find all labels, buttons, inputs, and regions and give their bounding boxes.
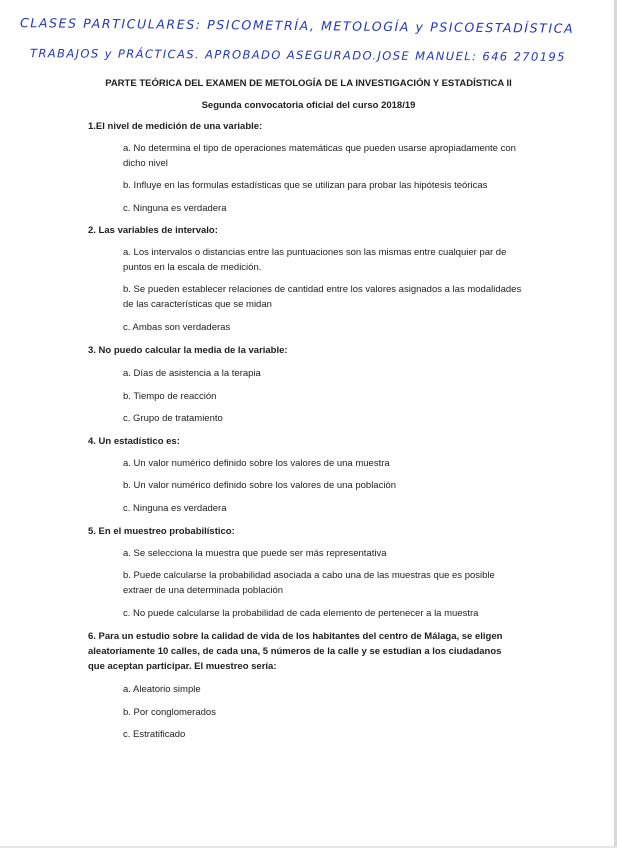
question-2-option-a: a. Los intervalos o distancias entre las puntuaciones son las mismas entre cualquier par de puntos en la escala de medición. [123, 247, 507, 273]
question-2-option-b: b. Se pueden establecer relaciones de cantidad entre los valores asignados a las modalidades de las características que se midan [123, 284, 522, 310]
question-4-option-b: b. Un valor numérico definido sobre los valores de una población [123, 480, 397, 491]
question-4: 4. Un estadístico es: [88, 436, 180, 447]
question-1: 1.El nivel de medición de una variable: [88, 121, 263, 132]
question-6-option-b: b. Por conglomerados [123, 707, 216, 718]
question-5-option-b: b. Puede calcularse la probabilidad asociada a cabo una de las muestras que es posible extraer de una determinada población [123, 570, 495, 596]
question-1-option-b: b. Influye en las formulas estadísticas que se utilizan para probar las hipótesis teóricas [123, 180, 488, 191]
question-5-option-c: c. No puede calcularse la probabilidad de cada elemento de pertenecer a la muestra [123, 608, 479, 619]
question-6: 6. Para un estudio sobre la calidad de vida de los habitantes del centro de Málaga, se eligen aleatoriamente 10 calles, de cada una, 5 números de la calle y se estudian a los ciudadanos que aceptan participar. El muestreo sería: [88, 631, 503, 672]
question-3: 3. No puedo calcular la media de la variable: [88, 345, 288, 356]
exam-subtitle: Segunda convocatoria oficial del curso 2018/19 [201, 100, 416, 111]
handwritten-ad-line-1: CLASES PARTICULARES: PSICOMETRÍA, METOLOGÍA y PSICOESTADÍSTICA [19, 15, 575, 36]
question-2-option-c: c. Ambas son verdaderas [123, 322, 231, 333]
question-6-option-c: c. Estratificado [123, 729, 186, 740]
exam-title: PARTE TEÓRICA DEL EXAMEN DE METOLOGÍA DE LA INVESTIGACIÓN Y ESTADÍSTICA II [105, 78, 512, 89]
question-4-option-c: c. Ninguna es verdadera [123, 503, 227, 514]
handwritten-ad-line-2: TRABAJOS y PRÁCTICAS. APROBADO ASEGURADO.JOSE MANUEL: 646 270195 [29, 46, 566, 64]
question-3-option-c: c. Grupo de tratamiento [123, 413, 223, 424]
question-1-option-c: c. Ninguna es verdadera [123, 203, 227, 214]
question-3-option-b: b. Tiempo de reacción [123, 391, 217, 402]
question-5-option-a: a. Se selecciona la muestra que puede ser más representativa [123, 548, 387, 559]
question-1-option-a: a. No determina el tipo de operaciones matemáticas que pueden usarse apropiadamente con dicho nivel [123, 143, 516, 169]
question-3-option-a: a. Días de asistencia a la terapia [123, 368, 261, 379]
question-4-option-a: a. Un valor numérico definido sobre los valores de una muestra [123, 458, 390, 469]
question-2: 2. Las variables de intervalo: [88, 225, 218, 236]
question-5: 5. En el muestreo probabilístico: [88, 526, 235, 537]
question-6-option-a: a. Aleatorio simple [123, 684, 201, 695]
